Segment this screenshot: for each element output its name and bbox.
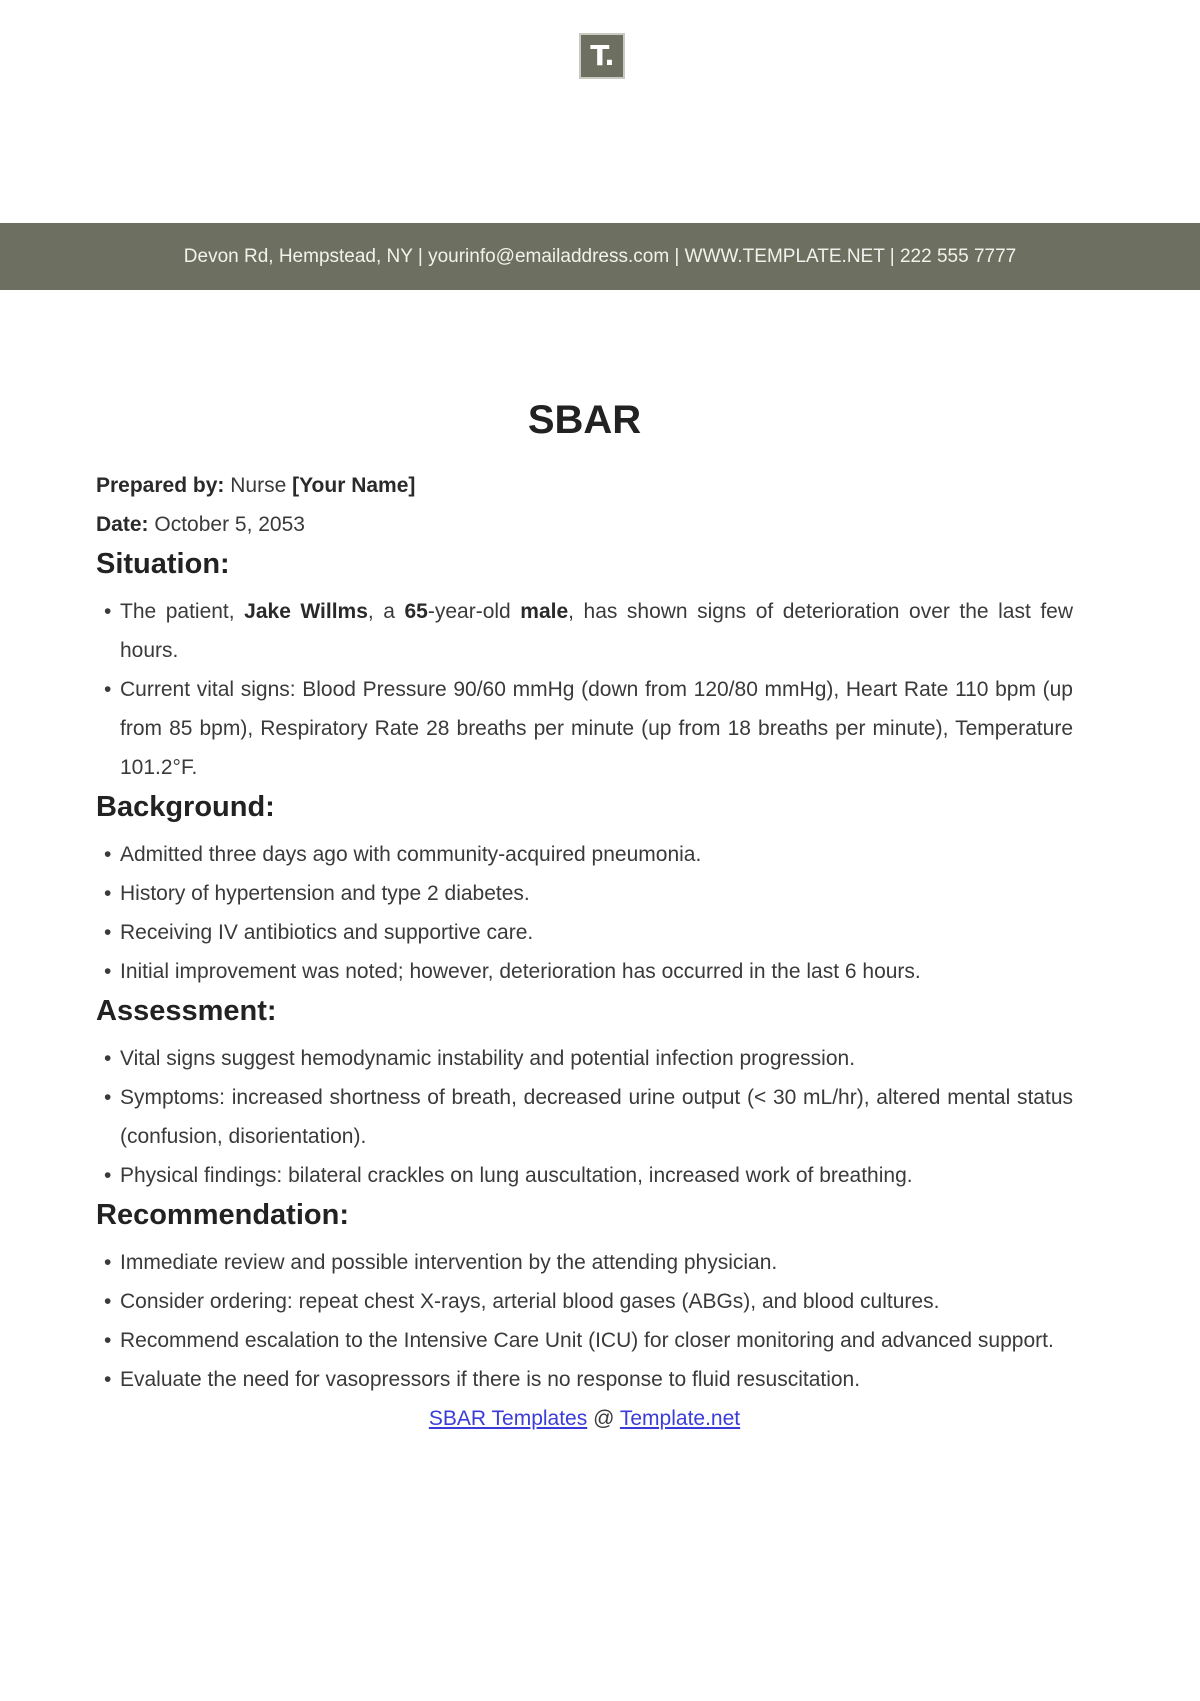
prepared-by-label: Prepared by:	[96, 474, 225, 497]
document-title: SBAR	[527, 398, 642, 442]
document-body	[96, 396, 1073, 1438]
list-item: • Physical findings: bilateral crackles on lung auscultation, increased work of breathing.	[96, 1156, 1073, 1195]
list-item: • Evaluate the need for vasopressors if there is no response to fluid resuscitation.	[96, 1360, 1073, 1399]
contact-banner	[0, 223, 1200, 290]
background-heading: Background:	[96, 791, 275, 823]
patient-intro: The patient,	[120, 600, 235, 623]
recommendation-heading: Recommendation:	[96, 1199, 349, 1231]
footer-credit	[96, 1399, 1073, 1438]
list-item: • Admitted three days ago with community-acquired pneumonia.	[96, 835, 1073, 874]
date-value: October 5, 2053	[154, 513, 305, 536]
patient-name: Jake Willms	[244, 600, 368, 623]
date-label: Date:	[96, 513, 149, 536]
list-item: • Receiving IV antibiotics and supportive care.	[96, 913, 1073, 952]
situation-heading: Situation:	[96, 548, 230, 580]
prepared-by-role: Nurse	[230, 474, 287, 497]
assessment-heading: Assessment:	[96, 995, 277, 1027]
list-item: • History of hypertension and type 2 diabetes.	[96, 874, 1073, 913]
list-item: • Initial improvement was noted; however, deterioration has occurred in the last 6 hours.	[96, 952, 1073, 991]
prepared-by-line	[96, 466, 1073, 505]
list-item: • Vital signs suggest hemodynamic instability and potential infection progression.	[96, 1039, 1073, 1078]
list-item: • Recommend escalation to the Intensive Care Unit (ICU) for closer monitoring and advanced support.	[96, 1321, 1073, 1360]
list-item: • Immediate review and possible intervention by the attending physician.	[96, 1243, 1073, 1282]
patient-sep: , a	[367, 600, 395, 623]
assessment-list	[96, 1039, 1073, 1195]
contact-line: Devon Rd, Hempstead, NY | yourinfo@emailaddress.com | WWW.TEMPLATE.NET | 222 555 7777	[183, 246, 1017, 267]
footer-separator: @	[593, 1407, 615, 1430]
date-line	[96, 505, 1073, 544]
prepared-by-name: [Your Name]	[292, 474, 416, 497]
background-list	[96, 835, 1073, 991]
brand-logo: T.	[579, 33, 625, 79]
patient-sex: male	[520, 600, 569, 623]
patient-tail: , has shown signs of deterioration over the last few hours.	[120, 600, 1074, 662]
recommendation-list	[96, 1243, 1073, 1399]
patient-age: 65	[404, 600, 428, 623]
age-suffix: -year-old	[427, 600, 511, 623]
list-item	[96, 592, 1073, 670]
list-item: • Current vital signs: Blood Pressure 90/60 mmHg (down from 120/80 mmHg), Heart Rate 110 bpm (up from 85 bpm), Respiratory Rate 28 breaths per minute (up from 18 breaths per minute), Temperature 101.2°F.	[96, 670, 1073, 787]
list-item: • Symptoms: increased shortness of breath, decreased urine output (< 30 mL/hr), altered mental status (confusion, disorientation).	[96, 1078, 1073, 1156]
template-net-link[interactable]: Template.net	[619, 1407, 741, 1430]
list-item: • Consider ordering: repeat chest X-rays, arterial blood gases (ABGs), and blood cultures.	[96, 1282, 1073, 1321]
sbar-templates-link[interactable]: SBAR Templates	[428, 1407, 588, 1430]
situation-list	[96, 592, 1073, 787]
